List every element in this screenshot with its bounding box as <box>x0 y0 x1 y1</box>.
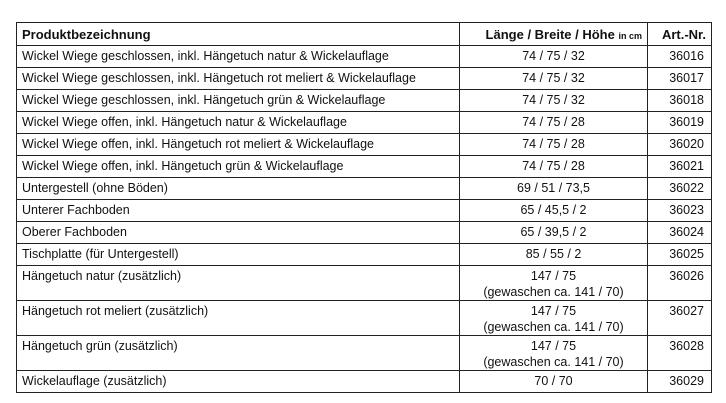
dimensions-value: 147 / 75 <box>530 339 577 353</box>
product-name-cell: Untergestell (ohne Böden) <box>17 178 460 200</box>
table-row <box>17 46 712 68</box>
dimensions-value: 70 / 70 <box>534 374 573 388</box>
article-number-cell: 36027 <box>648 301 712 336</box>
product-name-cell: Wickel Wiege geschlossen, inkl. Hängetuch rot meliert & Wickelauflage <box>17 68 460 90</box>
product-name-cell: Wickel Wiege geschlossen, inkl. Hängetuch grün & Wickelauflage <box>17 90 460 112</box>
product-name-cell: Hängetuch rot meliert (zusätzlich) <box>17 301 460 336</box>
article-number-cell: 36022 <box>648 178 712 200</box>
article-number-cell: 36016 <box>648 46 712 68</box>
article-number-cell: 36024 <box>648 222 712 244</box>
dimensions-cell <box>460 46 648 68</box>
dimensions-cell <box>460 112 648 134</box>
table-row <box>17 301 712 336</box>
dimensions-cell <box>460 244 648 266</box>
table-header-row <box>17 23 712 46</box>
dimensions-cell <box>460 68 648 90</box>
dimensions-washed-note: (gewaschen ca. 141 / 70) <box>483 285 624 299</box>
table-row <box>17 178 712 200</box>
dimensions-value: 74 / 75 / 32 <box>522 49 585 63</box>
dimensions-washed-note: (gewaschen ca. 141 / 70) <box>483 320 624 334</box>
dimensions-cell <box>460 134 648 156</box>
article-number-cell: 36020 <box>648 134 712 156</box>
dimensions-cell <box>460 266 648 301</box>
article-number-cell: 36019 <box>648 112 712 134</box>
dimensions-cell <box>460 200 648 222</box>
table-row <box>17 266 712 301</box>
header-unit: in cm <box>618 30 642 41</box>
article-number-cell: 36018 <box>648 90 712 112</box>
table-row <box>17 112 712 134</box>
dimensions-value: 74 / 75 / 28 <box>522 115 585 129</box>
dimensions-washed-note: (gewaschen ca. 141 / 70) <box>483 355 624 369</box>
dimensions-cell <box>460 371 648 393</box>
dimensions-value: 147 / 75 <box>530 269 577 283</box>
article-number-cell: 36021 <box>648 156 712 178</box>
table-row <box>17 244 712 266</box>
product-table <box>16 22 712 393</box>
article-number-cell: 36025 <box>648 244 712 266</box>
dimensions-cell <box>460 301 648 336</box>
product-name-cell: Hängetuch grün (zusätzlich) <box>17 336 460 371</box>
dimensions-value: 74 / 75 / 28 <box>522 159 585 173</box>
dimensions-value: 69 / 51 / 73,5 <box>517 181 590 195</box>
dimensions-value: 65 / 45,5 / 2 <box>520 203 587 217</box>
product-name-cell: Wickel Wiege offen, inkl. Hängetuch natur & Wickelauflage <box>17 112 460 134</box>
table-row <box>17 134 712 156</box>
dimensions-value: 85 / 55 / 2 <box>525 247 582 261</box>
dimensions-cell <box>460 222 648 244</box>
product-name-cell: Wickel Wiege geschlossen, inkl. Hängetuch natur & Wickelauflage <box>17 46 460 68</box>
article-number-cell: 36017 <box>648 68 712 90</box>
article-number-cell: 36023 <box>648 200 712 222</box>
table-row <box>17 68 712 90</box>
product-name-cell: Oberer Fachboden <box>17 222 460 244</box>
dimensions-cell <box>460 90 648 112</box>
header-product: Produktbezeichnung <box>17 23 460 46</box>
article-number-cell: 36026 <box>648 266 712 301</box>
product-name-cell: Wickel Wiege offen, inkl. Hängetuch rot meliert & Wickelauflage <box>17 134 460 156</box>
product-name-cell: Wickel Wiege offen, inkl. Hängetuch grün & Wickelauflage <box>17 156 460 178</box>
dimensions-cell <box>460 178 648 200</box>
header-article: Art.-Nr. <box>648 23 712 46</box>
table-row <box>17 200 712 222</box>
dimensions-cell <box>460 156 648 178</box>
header-dimensions: Länge / Breite / Höhe in cm <box>460 23 648 46</box>
product-name-cell: Tischplatte (für Untergestell) <box>17 244 460 266</box>
product-name-cell: Wickelauflage (zusätzlich) <box>17 371 460 393</box>
dimensions-cell <box>460 336 648 371</box>
article-number-cell: 36029 <box>648 371 712 393</box>
dimensions-value: 74 / 75 / 32 <box>522 71 585 85</box>
table-row <box>17 90 712 112</box>
product-name-cell: Hängetuch natur (zusätzlich) <box>17 266 460 301</box>
table-row <box>17 371 712 393</box>
product-name-cell: Unterer Fachboden <box>17 200 460 222</box>
article-number-cell: 36028 <box>648 336 712 371</box>
table-row <box>17 222 712 244</box>
dimensions-value: 65 / 39,5 / 2 <box>520 225 587 239</box>
table-row <box>17 336 712 371</box>
table-row <box>17 156 712 178</box>
dimensions-value: 74 / 75 / 32 <box>522 93 585 107</box>
dimensions-value: 74 / 75 / 28 <box>522 137 585 151</box>
dimensions-value: 147 / 75 <box>530 304 577 318</box>
